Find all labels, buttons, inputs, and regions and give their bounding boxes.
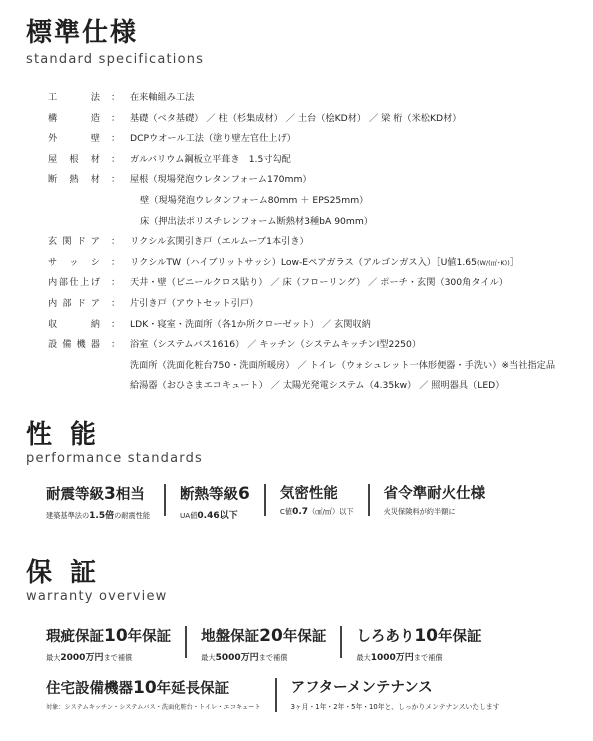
feature-divider <box>264 484 266 516</box>
spec-label: 構造 <box>48 112 100 124</box>
feature-note-tail: の耐震性能 <box>114 511 151 520</box>
warranty-equipment <box>46 678 275 711</box>
spec-row <box>48 356 578 377</box>
warranty-years: 10 <box>133 678 157 698</box>
spec-section-title: 標準仕様 <box>26 18 139 48</box>
feature-seismic <box>46 484 164 521</box>
warranty-note-tail: まで補償 <box>258 653 288 662</box>
spec-value: 基礎（ベタ基礎） ／ 柱（杉集成材） ／ 土台（桧KD材） ／ 梁 桁（米松KD材） <box>130 112 462 124</box>
spec-row <box>48 253 578 274</box>
spec-value: ガルバリウム鋼板立平葺き 1.5寸勾配 <box>130 153 291 165</box>
spec-label: 屋根材 <box>48 153 100 165</box>
spec-value: LDK・寝室・洗面所（各1か所クローゼット） ／ 玄関収納 <box>130 318 371 330</box>
warranty-section-title: 保証 <box>26 558 115 588</box>
spec-value: 床（押出法ポリスチレンフォーム断熱材3種bA 90mm） <box>140 215 373 227</box>
spec-label: 玄関ドア <box>48 236 100 248</box>
spec-colon: ： <box>111 112 121 124</box>
spec-row <box>48 212 578 233</box>
spec-label: サッシ <box>48 256 100 268</box>
warranty-ground <box>201 626 340 663</box>
spec-label: 断熱材 <box>48 174 100 186</box>
spec-row <box>48 150 578 171</box>
feature-note: 火災保険料が約半額に <box>383 507 456 516</box>
spec-colon: ： <box>111 174 121 186</box>
spec-label: 設備機器 <box>48 339 100 351</box>
warranty-head: 瑕疵保証 <box>46 629 104 645</box>
spec-row <box>48 376 578 397</box>
spec-row <box>48 129 578 150</box>
feature-airtightness <box>280 484 368 517</box>
sash-unit: (W/(㎡･K)) <box>476 258 510 267</box>
performance-section-title: 性能 <box>26 420 115 450</box>
sash-value-text: リクシルTW（ハイブリットサッシ）Low-Eペアガラス（アルゴンガス入）［U値1.65 <box>130 256 477 268</box>
spec-row <box>48 232 578 253</box>
feature-head: 省令準耐火仕様 <box>383 486 486 502</box>
feature-head: 気密性能 <box>279 486 338 502</box>
spec-colon: ： <box>111 318 121 330</box>
spec-row <box>48 294 578 315</box>
spec-row <box>48 191 578 212</box>
warranty-section-subtitle: warranty overview <box>26 589 168 604</box>
warranty-divider <box>340 626 342 658</box>
performance-section-subtitle: performance standards <box>26 451 204 466</box>
warranty-note: 最大 <box>356 653 371 662</box>
spec-label: 工法 <box>48 92 100 103</box>
spec-row <box>48 170 578 191</box>
spec-value: 浴室（システムバス1616） ／ キッチン（システムキッチンI型2250） <box>130 339 422 351</box>
feature-note-emphasis: 1.5倍 <box>89 511 115 521</box>
warranty-note: 対象：システムキッチン・システムバス・洗面化粧台・トイレ・エコキュート <box>46 704 261 711</box>
spec-colon: ： <box>111 92 121 103</box>
spec-colon: ： <box>111 277 121 289</box>
warranty-after-maintenance <box>291 678 514 711</box>
warranty-head: 住宅設備機器 <box>46 681 133 697</box>
feature-head: 耐震等級 <box>46 487 104 503</box>
spec-value: 屋根（現場発泡ウレタンフォーム170mm） <box>130 174 312 186</box>
spec-section-subtitle: standard specifications <box>26 52 205 67</box>
spec-label: 収納 <box>48 318 100 330</box>
feature-note: UA値 <box>180 511 198 520</box>
spec-row <box>48 315 578 336</box>
warranty-note: 3ヶ月・1年・2年・5年・10年と、しっかりメンテナンスいたします <box>290 703 500 711</box>
warranty-note: 最大 <box>201 653 216 662</box>
warranty-years: 20 <box>259 626 283 646</box>
spec-table <box>48 88 578 397</box>
feature-divider <box>368 484 370 516</box>
spec-colon: ： <box>111 297 121 309</box>
feature-head-number: 6 <box>238 484 250 504</box>
performance-features <box>46 484 499 521</box>
warranty-features-row1 <box>46 626 496 663</box>
spec-value: 天井・壁（ビニールクロス貼り） ／ 床（フローリング） ／ ポーチ・玄関（300角タイル） <box>130 277 508 289</box>
spec-value: リクシル玄関引き戸（エルムーブ1本引き） <box>130 236 309 248</box>
warranty-head-tail: 年保証 <box>127 629 172 645</box>
feature-fire-resistance <box>384 484 500 517</box>
spec-value: 在来軸組み工法 <box>130 92 195 103</box>
warranty-divider <box>275 678 277 712</box>
warranty-note-tail: まで補償 <box>413 653 443 662</box>
feature-head-number: 3 <box>104 484 116 504</box>
feature-insulation <box>180 484 264 521</box>
spec-colon: ： <box>111 153 121 165</box>
feature-note: C値 <box>279 507 293 516</box>
warranty-note-tail: まで補償 <box>103 653 133 662</box>
warranty-years: 10 <box>104 626 128 646</box>
warranty-head-tail: 年延長保証 <box>156 681 230 697</box>
spec-value: DCPウオール工法（塗り壁左官仕上げ） <box>130 133 296 145</box>
warranty-head-tail: 年保証 <box>282 629 327 645</box>
spec-colon: ： <box>111 339 121 351</box>
warranty-head: 地盤保証 <box>201 629 260 645</box>
feature-head-tail: 相当 <box>115 487 145 503</box>
spec-row <box>48 109 578 130</box>
warranty-features-row2 <box>46 678 514 712</box>
warranty-head-tail: 年保証 <box>438 629 482 645</box>
spec-colon: ： <box>111 256 121 268</box>
sash-value-end: ］ <box>509 256 519 268</box>
spec-colon: ： <box>111 133 121 145</box>
spec-label: 外壁 <box>48 133 100 145</box>
feature-divider <box>164 484 166 516</box>
warranty-divider <box>185 626 187 658</box>
warranty-note-emphasis: 2000万円 <box>60 653 104 663</box>
spec-label: 内部ドア <box>48 297 100 309</box>
warranty-termite <box>356 626 495 663</box>
warranty-head: しろあり <box>356 629 415 645</box>
feature-note: 建築基準法の <box>46 511 90 520</box>
feature-note-emphasis: 0.46以下 <box>197 511 238 521</box>
spec-value <box>130 253 519 274</box>
spec-row <box>48 88 578 109</box>
warranty-note: 最大 <box>46 653 61 662</box>
spec-row <box>48 335 578 356</box>
spec-colon: ： <box>111 236 121 248</box>
spec-row <box>48 273 578 294</box>
spec-value: 洗面所（洗面化粧台750・洗面所暖房） ／ トイレ（ウォシュレット一体形便器・手洗い）※当社指定品 <box>130 359 556 371</box>
spec-value: 給湯器（おひさまエコキュート） ／ 太陽光発電システム（4.35kw） ／ 照明器具（LED） <box>130 380 505 392</box>
warranty-head: アフターメンテナンス <box>290 680 433 696</box>
spec-label: 内部仕上げ <box>48 277 100 289</box>
feature-note-tail: （㎠/㎡）以下 <box>308 507 354 516</box>
warranty-note-emphasis: 1000万円 <box>370 653 414 663</box>
feature-head: 断熱等級 <box>180 487 239 503</box>
spec-value: 壁（現場発泡ウレタンフォーム80mm ＋ EPS25mm） <box>140 194 369 206</box>
warranty-defect <box>46 626 185 663</box>
warranty-note-emphasis: 5000万円 <box>215 653 259 663</box>
feature-note-emphasis: 0.7 <box>292 507 309 517</box>
warranty-years: 10 <box>414 626 439 646</box>
spec-value: 片引き戸（アウトセット引戸） <box>130 297 259 309</box>
